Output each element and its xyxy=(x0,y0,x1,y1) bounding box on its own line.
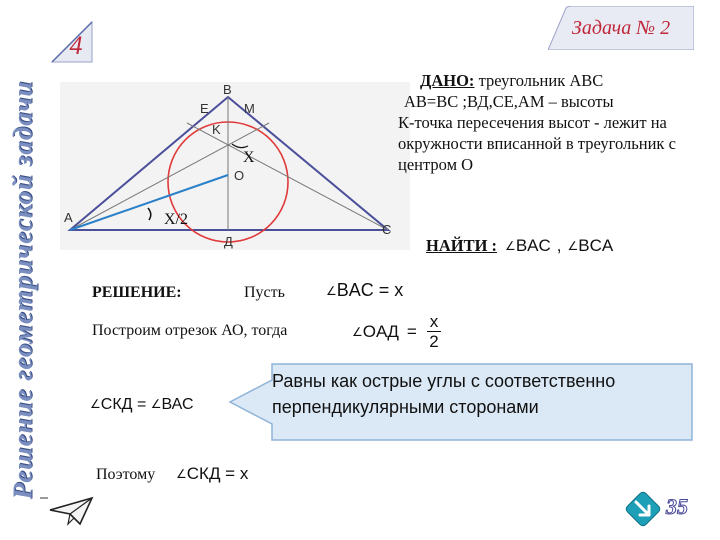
label-angle-half: X/2 xyxy=(164,211,188,228)
find-heading: НАЙТИ : xyxy=(426,236,498,255)
let-eq-text: BAC = x xyxy=(336,280,404,300)
find-block xyxy=(426,236,716,256)
find-angle1: BAC xyxy=(515,236,551,255)
solution-let-equation xyxy=(326,280,403,301)
label-m: M xyxy=(244,101,255,116)
geometry-figure xyxy=(60,82,410,250)
label-c: C xyxy=(382,222,392,237)
fraction-denominator: 2 xyxy=(429,332,439,351)
build-equation: ∠ OAД = $\frac{x}{2}$ xyxy=(352,312,441,351)
therefore-text: Поэтому xyxy=(96,466,156,483)
therefore-equation xyxy=(176,464,248,484)
paper-plane-icon[interactable] xyxy=(40,494,96,530)
skd-left: СКД xyxy=(100,396,133,413)
label-b: B xyxy=(223,82,232,97)
callout-text: Равны как острые углы с соответственно перпендикулярными сторонами xyxy=(272,371,616,417)
find-angle2: BCA xyxy=(578,236,614,255)
angle-icon: ∠ xyxy=(567,239,579,253)
angle-icon: ∠ xyxy=(505,239,516,253)
label-angle-x: X xyxy=(243,149,255,166)
build-angle: OAД xyxy=(362,321,399,341)
task-header-tab xyxy=(548,6,694,50)
label-d: Д xyxy=(224,234,233,249)
therefore-eq-text: СКД = x xyxy=(186,464,249,483)
badge-number-icon xyxy=(48,16,96,64)
sidebar-title-text: Решение геометрической задачи xyxy=(7,80,38,500)
sidebar-title xyxy=(4,0,42,540)
label-k: K xyxy=(212,122,221,137)
given-block xyxy=(398,70,708,175)
label-o: O xyxy=(234,168,245,183)
given-line3: К-точка пересечения высот - лежит на окружности вписанной в треугольник с центром О xyxy=(398,113,676,174)
task-title: Задача № 2 xyxy=(571,17,671,39)
badge-number-text: 4 xyxy=(69,31,83,60)
fraction xyxy=(427,312,442,351)
page-number: 35 xyxy=(666,494,688,519)
angle-icon: ∠ xyxy=(90,397,101,411)
explanation-callout xyxy=(228,360,696,444)
solution-let-text: Пусть xyxy=(244,284,285,301)
fraction-numerator: x xyxy=(427,312,442,332)
angle-icon: ∠ xyxy=(352,324,363,339)
build-segment-text: Построим отрезок АО, тогда xyxy=(92,322,288,339)
given-line2: AB=BC ;ВД,CE,AM – высоты xyxy=(404,92,614,111)
angle-icon: ∠ xyxy=(176,467,187,481)
given-line1: треугольник ABC xyxy=(474,71,604,90)
angle-icon: ∠ xyxy=(326,284,337,298)
angle-icon: ∠ xyxy=(150,397,162,411)
diamond-nav-icon[interactable] xyxy=(624,490,662,528)
label-e: E xyxy=(200,101,209,116)
given-heading: ДАНО: xyxy=(420,71,475,90)
skd-equation: ∠СКД = ∠ВАС xyxy=(90,396,194,413)
solution-heading: РЕШЕНИЕ: xyxy=(92,284,182,301)
find-separator: , xyxy=(556,236,562,255)
skd-right: ВАС xyxy=(161,396,194,413)
label-a: A xyxy=(64,210,73,225)
